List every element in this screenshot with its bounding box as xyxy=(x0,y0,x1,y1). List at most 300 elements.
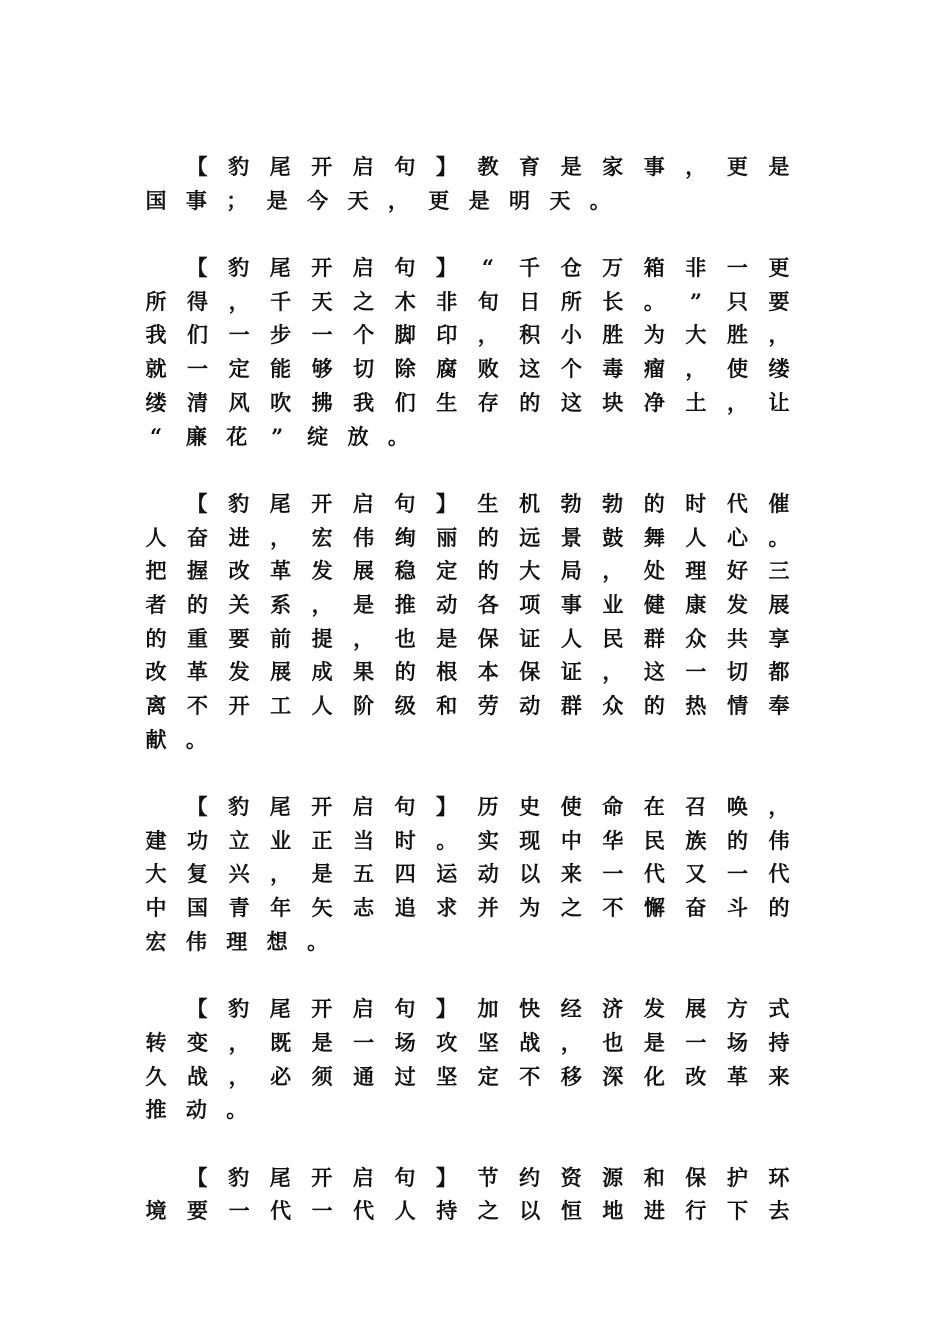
text-char: 的 xyxy=(726,827,748,853)
text-char: 尾 xyxy=(269,1164,291,1190)
text-line xyxy=(145,554,790,588)
text-char: 缕 xyxy=(145,389,167,415)
text-char: 天 xyxy=(347,187,369,213)
text-char: 尾 xyxy=(269,794,291,820)
text-line xyxy=(145,487,790,521)
text-char: 来 xyxy=(768,1063,790,1089)
text-char: 奋 xyxy=(187,524,209,550)
text-char: 系 xyxy=(270,591,292,617)
text-char: 人 xyxy=(145,524,167,550)
text-char: 事 xyxy=(560,591,582,617)
text-char: 和 xyxy=(643,1164,665,1190)
text-char: ， xyxy=(270,524,292,550)
text-char: 变 xyxy=(187,1029,209,1055)
text-char: 健 xyxy=(643,591,665,617)
text-char: 并 xyxy=(477,895,499,921)
text-char: 发 xyxy=(726,591,748,617)
text-char: 句 xyxy=(394,794,416,820)
text-char: 长 xyxy=(602,288,624,314)
text-char: 的 xyxy=(519,389,541,415)
text-char: 动 xyxy=(519,693,541,718)
text-char: 豹 xyxy=(228,154,250,179)
text-char: ， xyxy=(726,389,748,415)
text-char: 想 xyxy=(266,928,288,954)
text-char: 正 xyxy=(311,827,333,853)
text-char: 大 xyxy=(145,861,167,887)
text-char: 以 xyxy=(519,1198,541,1224)
text-char: 开 xyxy=(311,255,333,281)
text-line xyxy=(145,251,790,285)
text-char: 运 xyxy=(436,861,458,887)
text-char: 。 xyxy=(643,288,665,314)
text-char: 是 xyxy=(560,154,582,179)
text-line xyxy=(145,588,790,622)
text-char: 仓 xyxy=(560,255,582,281)
text-char: 重 xyxy=(187,625,209,651)
text-char: 民 xyxy=(602,625,624,651)
text-char: 通 xyxy=(353,1063,375,1089)
text-char: 个 xyxy=(353,322,375,348)
text-char: 定 xyxy=(477,1063,499,1089)
text-char: 稳 xyxy=(394,558,416,584)
text-char: 个 xyxy=(560,356,582,382)
text-char: 生 xyxy=(477,490,499,516)
text-char: 转 xyxy=(145,1029,167,1055)
document-body xyxy=(145,150,790,1262)
text-char: 不 xyxy=(602,895,624,921)
text-char: 是 xyxy=(468,187,490,213)
text-char: 推 xyxy=(394,591,416,617)
text-char: 功 xyxy=(187,827,209,853)
text-char: 提 xyxy=(311,625,333,651)
text-char: 是 xyxy=(266,187,288,213)
text-char: 教 xyxy=(477,154,499,179)
text-char: 勃 xyxy=(560,490,582,516)
text-char: 这 xyxy=(519,356,541,382)
paragraph xyxy=(145,790,790,958)
text-line xyxy=(145,992,790,1026)
text-char: 改 xyxy=(228,558,250,584)
text-char: 之 xyxy=(560,895,582,921)
paragraph xyxy=(145,251,790,453)
text-char: 当 xyxy=(353,827,375,853)
text-char: 拂 xyxy=(311,389,333,415)
text-char: 求 xyxy=(436,895,458,921)
text-char: 一 xyxy=(228,1198,250,1224)
text-char: ， xyxy=(270,861,292,887)
text-char: 革 xyxy=(270,558,292,584)
text-char: ， xyxy=(477,322,499,348)
text-char: 是 xyxy=(311,1029,333,1055)
text-char: 勃 xyxy=(602,490,624,516)
text-char: 开 xyxy=(311,794,333,820)
text-char: 吹 xyxy=(270,389,292,415)
text-char: 要 xyxy=(228,625,250,651)
text-line xyxy=(145,318,790,352)
text-char: 伟 xyxy=(185,928,207,954)
text-char: 心 xyxy=(726,524,748,550)
text-char: 境 xyxy=(145,1198,167,1224)
text-char: 切 xyxy=(726,659,748,685)
text-char: “ xyxy=(481,255,494,281)
text-char: 年 xyxy=(270,895,292,921)
text-char: 召 xyxy=(685,794,707,820)
text-char: 业 xyxy=(602,591,624,617)
text-char: 群 xyxy=(560,693,582,718)
text-char: 木 xyxy=(394,288,416,314)
text-char: 革 xyxy=(726,1063,748,1089)
text-char: 非 xyxy=(685,255,707,281)
text-char: 历 xyxy=(477,794,499,820)
text-char: 远 xyxy=(519,524,541,550)
text-char: 一 xyxy=(353,1029,375,1055)
text-char: 人 xyxy=(311,693,333,718)
text-char: 】 xyxy=(435,255,457,281)
text-char: 群 xyxy=(643,625,665,651)
text-char: 环 xyxy=(768,1164,790,1190)
text-char: 尾 xyxy=(269,996,291,1022)
text-char: 积 xyxy=(519,322,541,348)
text-char: 也 xyxy=(602,1029,624,1055)
text-char: 大 xyxy=(685,322,707,348)
text-char: 须 xyxy=(311,1063,333,1089)
text-char: “ xyxy=(149,423,163,449)
text-char: 以 xyxy=(519,861,541,887)
text-char: 土 xyxy=(685,389,707,415)
text-char: 证 xyxy=(560,659,582,685)
text-char: 一 xyxy=(311,322,333,348)
text-char: 革 xyxy=(187,659,209,685)
text-char: 事 xyxy=(185,187,207,213)
text-char: 育 xyxy=(519,154,540,179)
text-char: 斗 xyxy=(726,895,748,921)
text-char: 复 xyxy=(187,861,209,887)
text-char: 】 xyxy=(435,996,457,1022)
text-char: 启 xyxy=(352,794,374,820)
text-char: 这 xyxy=(560,389,582,415)
text-char: 保 xyxy=(519,659,541,685)
text-char: 的 xyxy=(643,693,665,718)
text-char: 人 xyxy=(560,625,582,651)
text-line xyxy=(145,790,790,824)
text-char: 工 xyxy=(270,693,292,718)
text-char: 推 xyxy=(145,1097,167,1123)
text-char: 不 xyxy=(519,1063,541,1089)
text-char: 家 xyxy=(602,154,624,179)
text-char: 】 xyxy=(435,794,457,820)
text-char: 展 xyxy=(353,558,375,584)
text-char: 今 xyxy=(307,187,329,213)
text-char: 尾 xyxy=(269,490,291,516)
text-char: 恒 xyxy=(560,1198,582,1224)
text-char: 建 xyxy=(145,827,167,853)
text-char: 就 xyxy=(145,356,167,382)
text-char: 方 xyxy=(726,996,748,1022)
text-char: 发 xyxy=(228,659,250,685)
text-char: 时 xyxy=(685,490,707,516)
text-char: 进 xyxy=(228,524,250,550)
text-char: 开 xyxy=(228,693,250,718)
text-char: ， xyxy=(685,356,707,382)
text-char: 风 xyxy=(228,389,250,415)
text-char: 康 xyxy=(685,591,707,617)
text-char: 矢 xyxy=(311,895,333,921)
text-char: 前 xyxy=(270,625,292,651)
text-char: 阶 xyxy=(353,693,375,718)
text-char: 的 xyxy=(768,895,790,921)
text-char: 启 xyxy=(352,996,374,1022)
text-char: 代 xyxy=(726,490,748,516)
text-char: 深 xyxy=(602,1063,624,1089)
text-char: 果 xyxy=(353,659,375,685)
text-char: 展 xyxy=(768,591,790,617)
text-char: 进 xyxy=(643,1198,665,1224)
text-char: 奉 xyxy=(768,693,790,718)
text-char: 能 xyxy=(270,356,292,382)
text-line xyxy=(145,655,790,689)
text-char: 我 xyxy=(145,322,167,348)
text-char: 五 xyxy=(353,861,375,887)
paragraph xyxy=(145,487,790,757)
text-char: 兴 xyxy=(228,861,250,887)
text-char: 瘤 xyxy=(643,356,665,382)
text-char: 绽 xyxy=(307,423,329,449)
text-char: 够 xyxy=(311,356,333,382)
text-char: 族 xyxy=(685,827,707,853)
text-char: 国 xyxy=(145,187,167,213)
text-char: 小 xyxy=(560,322,582,348)
text-char: 之 xyxy=(353,288,375,314)
text-char: 句 xyxy=(394,255,416,281)
text-char: 行 xyxy=(685,1198,707,1224)
text-char: 步 xyxy=(270,322,292,348)
text-char: 不 xyxy=(187,693,209,718)
text-char: 离 xyxy=(145,693,167,718)
text-char: 理 xyxy=(685,558,707,584)
text-char: 中 xyxy=(560,827,582,853)
text-char: 启 xyxy=(352,1164,374,1190)
text-char: 所 xyxy=(145,288,167,314)
text-char: 花 xyxy=(226,423,248,449)
text-char: 众 xyxy=(602,693,624,718)
text-char: 追 xyxy=(394,895,416,921)
text-char: 尾 xyxy=(269,255,291,281)
text-line xyxy=(145,824,790,858)
text-char: 更 xyxy=(726,154,748,179)
text-char: 句 xyxy=(394,154,416,179)
text-char: 久 xyxy=(145,1063,167,1089)
text-line xyxy=(145,1026,790,1060)
text-char: 要 xyxy=(768,288,790,314)
text-line xyxy=(145,891,790,925)
text-char: 资 xyxy=(560,1164,582,1190)
text-char: 战 xyxy=(519,1029,541,1055)
text-char: 【 xyxy=(186,154,208,179)
text-char: ， xyxy=(768,794,790,820)
paragraph xyxy=(145,1161,790,1228)
text-char: 鼓 xyxy=(602,524,624,550)
text-char: 豹 xyxy=(228,255,250,281)
text-char: 移 xyxy=(560,1063,582,1089)
text-char: 【 xyxy=(186,996,208,1022)
text-char: 千 xyxy=(519,255,540,281)
text-char: ， xyxy=(685,154,707,179)
text-char: 切 xyxy=(353,356,375,382)
text-char: 宏 xyxy=(145,928,167,954)
text-char: 的 xyxy=(477,558,499,584)
text-char: 的 xyxy=(394,659,416,685)
text-char: 】 xyxy=(435,490,457,516)
text-line xyxy=(145,352,790,386)
text-line xyxy=(145,1161,790,1195)
text-char: 场 xyxy=(394,1029,416,1055)
text-char: 机 xyxy=(519,490,540,516)
text-char: 改 xyxy=(685,1063,707,1089)
text-char: 保 xyxy=(685,1164,707,1190)
text-char: 人 xyxy=(685,524,707,550)
text-char: 实 xyxy=(477,827,499,853)
text-char: 青 xyxy=(228,895,250,921)
text-char: 清 xyxy=(187,389,209,415)
text-char: 。 xyxy=(387,423,409,449)
text-char: 好 xyxy=(726,558,748,584)
text-line xyxy=(145,622,790,656)
text-char: 来 xyxy=(560,861,582,887)
text-char: 者 xyxy=(145,591,167,617)
text-char: 过 xyxy=(394,1063,416,1089)
text-char: 也 xyxy=(394,625,416,651)
text-char: 。 xyxy=(768,524,790,550)
text-char: 。 xyxy=(226,1097,248,1123)
text-char: 一 xyxy=(311,1198,333,1224)
text-char: 更 xyxy=(428,187,450,213)
text-char: 战 xyxy=(187,1063,209,1089)
text-char: 保 xyxy=(477,625,499,651)
text-char: 胜 xyxy=(602,322,624,348)
text-char: 这 xyxy=(643,659,665,685)
text-char: 所 xyxy=(560,288,582,314)
text-char: 是 xyxy=(643,1029,665,1055)
text-char: 场 xyxy=(726,1029,748,1055)
text-char: 【 xyxy=(186,794,208,820)
text-char: 得 xyxy=(187,288,209,314)
text-char: 开 xyxy=(311,996,333,1022)
paragraph xyxy=(145,150,790,217)
text-char: 把 xyxy=(145,558,167,584)
text-char: 们 xyxy=(187,322,209,348)
text-char: 净 xyxy=(643,389,665,415)
text-char: 定 xyxy=(228,356,250,382)
text-char: 快 xyxy=(519,996,540,1022)
text-char: 证 xyxy=(519,625,541,651)
text-char: 万 xyxy=(602,255,624,281)
text-char: 展 xyxy=(270,659,292,685)
text-char: 各 xyxy=(477,591,499,617)
text-char: 持 xyxy=(436,1198,458,1224)
text-char: ， xyxy=(602,659,624,685)
text-char: 一 xyxy=(726,255,748,281)
text-char: 】 xyxy=(435,1164,457,1190)
text-char: 成 xyxy=(311,659,333,685)
text-char: 发 xyxy=(643,996,665,1022)
text-char: 坚 xyxy=(436,1063,458,1089)
text-char: 。 xyxy=(436,827,458,853)
text-char: 护 xyxy=(726,1164,748,1190)
text-char: 必 xyxy=(270,1063,292,1089)
text-char: 豹 xyxy=(228,1164,250,1190)
text-line xyxy=(145,723,790,757)
text-char: 唤 xyxy=(726,794,748,820)
text-char: 一 xyxy=(685,1029,707,1055)
text-char: 要 xyxy=(187,1198,209,1224)
text-char: 既 xyxy=(270,1029,292,1055)
text-char: 加 xyxy=(477,996,499,1022)
text-char: 天 xyxy=(549,187,571,213)
text-char: ， xyxy=(602,558,624,584)
text-char: 天 xyxy=(311,288,333,314)
text-char: 都 xyxy=(768,659,790,685)
text-char: 尾 xyxy=(269,154,291,179)
text-char: 是 xyxy=(768,154,790,179)
text-char: ” xyxy=(271,423,284,449)
text-char: 又 xyxy=(685,861,707,887)
text-char: 化 xyxy=(643,1063,665,1089)
text-char: 在 xyxy=(643,794,665,820)
text-char: ， xyxy=(311,591,333,617)
text-char: 节 xyxy=(477,1164,499,1190)
text-char: 济 xyxy=(602,996,624,1022)
text-char: 中 xyxy=(145,895,167,921)
text-char: 腐 xyxy=(436,356,458,382)
text-char: 握 xyxy=(187,558,209,584)
text-char: 攻 xyxy=(436,1029,458,1055)
text-char: 根 xyxy=(436,659,458,685)
text-char: 民 xyxy=(643,827,665,853)
text-char: 为 xyxy=(519,895,541,921)
text-char: 动 xyxy=(477,861,499,887)
text-char: 改 xyxy=(145,659,167,685)
text-char: 人 xyxy=(394,1198,416,1224)
text-char: 地 xyxy=(602,1198,624,1224)
text-char: 是 xyxy=(353,591,375,617)
text-char: 只 xyxy=(726,288,748,314)
text-char: 坚 xyxy=(477,1029,499,1055)
text-char: 约 xyxy=(519,1164,540,1190)
text-char: 启 xyxy=(352,490,374,516)
text-char: 毒 xyxy=(602,356,624,382)
text-char: 。 xyxy=(185,726,207,752)
text-char: 使 xyxy=(726,356,748,382)
text-char: 四 xyxy=(394,861,416,887)
text-char: 一 xyxy=(187,356,209,382)
text-char: 除 xyxy=(394,356,416,382)
text-char: 共 xyxy=(726,625,748,651)
text-char: 一 xyxy=(602,861,624,887)
text-char: 明 xyxy=(509,187,531,213)
text-char: 一 xyxy=(685,659,707,685)
text-line xyxy=(145,1194,790,1228)
text-char: 伟 xyxy=(353,524,375,550)
text-line xyxy=(145,689,790,723)
text-char: 代 xyxy=(768,861,790,887)
text-char: 【 xyxy=(186,490,208,516)
text-char: 献 xyxy=(145,726,167,752)
text-char: 千 xyxy=(270,288,292,314)
text-char: 国 xyxy=(187,895,209,921)
text-line xyxy=(145,925,790,959)
text-char: 华 xyxy=(602,827,624,853)
text-char: 大 xyxy=(519,558,541,584)
